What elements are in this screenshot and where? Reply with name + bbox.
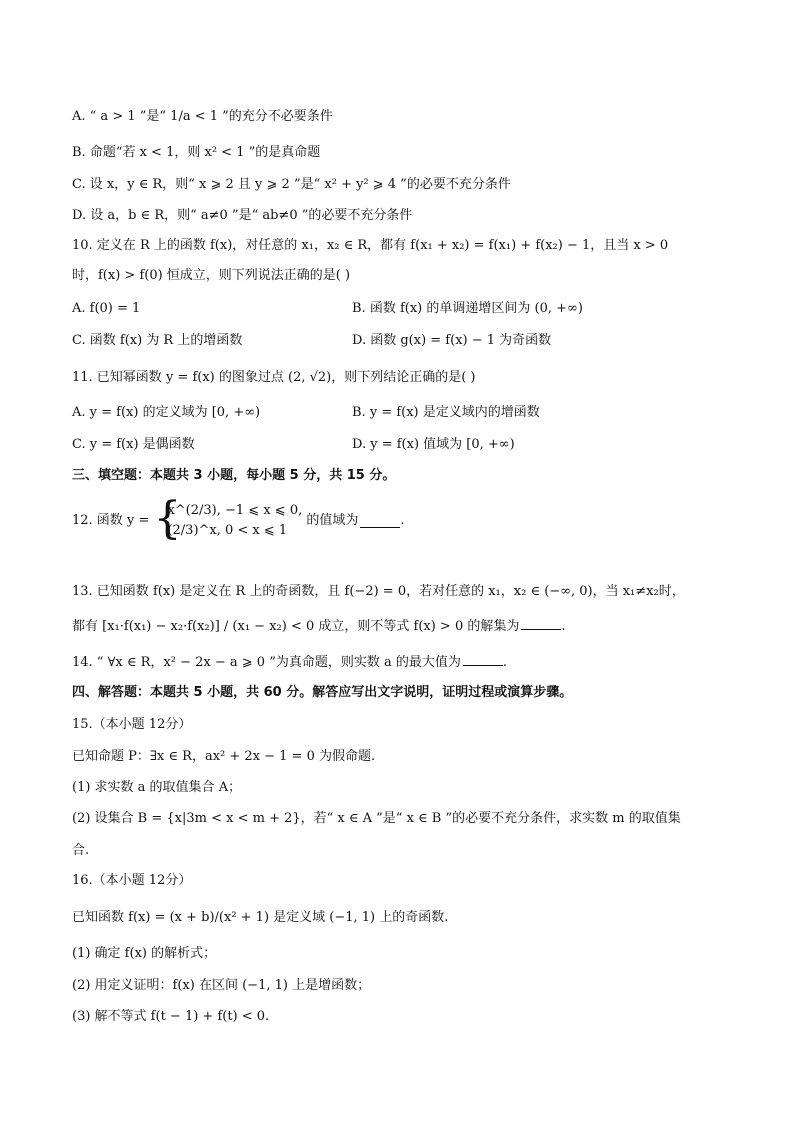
q10-option-b: B. 函数 f(x) 的单调递增区间为 (0, +∞) xyxy=(352,301,583,316)
q12-prefix: 12. 函数 y = xyxy=(72,513,150,528)
q9-option-c: C. 设 x，y ∈ R，则“ x ⩾ 2 且 y ⩾ 2 ”是“ x² + y² ⩾ 4 ”的必要不充分条件 xyxy=(72,177,511,192)
brace-icon: { xyxy=(153,493,182,544)
q12-question xyxy=(72,493,405,544)
q16-part1: (1) 确定 f(x) 的解析式； xyxy=(72,946,217,961)
q12-end: . xyxy=(400,513,405,528)
answer-blank[interactable] xyxy=(521,617,561,630)
q15-stem: 已知命题 P：∃x ∈ R，ax² + 2x − 1 = 0 为假命题. xyxy=(72,749,376,764)
q12-piece-2: (2/3)^x, 0 < x ⩽ 1 xyxy=(167,523,288,538)
q10-option-d: D. 函数 g(x) = f(x) − 1 为奇函数 xyxy=(352,333,552,348)
q13-end: . xyxy=(561,619,566,634)
q12-suffix: 的值域为 xyxy=(306,513,359,528)
q10-stem-line2: 时，f(x) > f(0) 恒成立，则下列说法正确的是( ) xyxy=(72,268,351,283)
q9-option-d: D. 设 a，b ∈ R，则“ a≠0 ”是“ ab≠0 ”的必要不充分条件 xyxy=(72,208,413,223)
answer-blank[interactable] xyxy=(360,515,400,528)
q15-part2a: (2) 设集合 B = {x|3m < x < m + 2}，若“ x ∈ A ”是“ x ∈ B ”的必要不充分条件，求实数 m 的取值集 xyxy=(72,811,681,826)
q16-part3: (3) 解不等式 f(t − 1) + f(t) < 0. xyxy=(72,1009,270,1024)
section-3-heading: 三、填空题：本题共 3 小题，每小题 5 分，共 15 分。 xyxy=(72,468,396,483)
section-4-heading: 四、解答题：本题共 5 小题，共 60 分。解答应写出文字说明，证明过程或演算步骤。 xyxy=(72,685,573,700)
q16-stem: 已知函数 f(x) = (x + b)/(x² + 1) 是定义域 (−1, 1) 上的奇函数. xyxy=(72,910,449,925)
answer-blank[interactable] xyxy=(463,653,503,666)
q11-option-a: A. y = f(x) 的定义域为 [0, +∞) xyxy=(72,405,261,420)
q13-line2: 都有 [x₁·f(x₁) − x₂·f(x₂)] / (x₁ − x₂) < 0 成立，则不等式 f(x) > 0 的解集为 xyxy=(72,619,520,634)
q10-stem-line1: 10. 定义在 R 上的函数 f(x)，对任意的 x₁，x₂ ∈ R，都有 f(x₁ + x₂) = f(x₁) + f(x₂) − 1，且当 x > 0 xyxy=(72,238,669,253)
q13-line2-wrap xyxy=(72,617,566,636)
q11-option-b: B. y = f(x) 是定义域内的增函数 xyxy=(352,405,540,420)
q9-option-a: A. “ a > 1 ”是“ 1/a < 1 ”的充分不必要条件 xyxy=(72,109,333,124)
q14-end: . xyxy=(502,655,508,670)
q15-title: 15.（本小题 12分） xyxy=(72,717,192,732)
q10-option-a: A. f(0) = 1 xyxy=(72,301,141,316)
q11-option-c: C. y = f(x) 是偶函数 xyxy=(72,437,195,452)
q11-option-d: D. y = f(x) 值域为 [0, +∞) xyxy=(352,437,515,452)
q12-piece-1: x^(2/3), −1 ⩽ x ⩽ 0, xyxy=(167,503,303,518)
q10-option-c: C. 函数 f(x) 为 R 上的增函数 xyxy=(72,333,243,348)
q14-text: 14. “ ∀x ∈ R，x² − 2x − a ⩾ 0 ”为真命题，则实数 a 的最大值为 xyxy=(72,655,461,670)
q14-wrap xyxy=(72,653,507,672)
q11-stem: 11. 已知幂函数 y = f(x) 的图象过点 (2, √2)，则下列结论正确的是( ) xyxy=(72,370,476,385)
q16-title: 16.（本小题 12分） xyxy=(72,873,192,888)
q13-line1: 13. 已知函数 f(x) 是定义在 R 上的奇函数，且 f(−2) = 0，若对任意的 x₁，x₂ ∈ (−∞, 0)，当 x₁≠x₂时， xyxy=(72,584,685,599)
q15-part1: (1) 求实数 a 的取值集合 A； xyxy=(72,780,242,795)
q9-option-b: B. 命题“若 x < 1，则 x² < 1 ”的是真命题 xyxy=(72,145,321,160)
q15-part2b: 合. xyxy=(72,843,90,858)
q16-part2: (2) 用定义证明：f(x) 在区间 (−1, 1) 上是增函数； xyxy=(72,978,371,993)
q12-piecewise xyxy=(153,493,303,544)
